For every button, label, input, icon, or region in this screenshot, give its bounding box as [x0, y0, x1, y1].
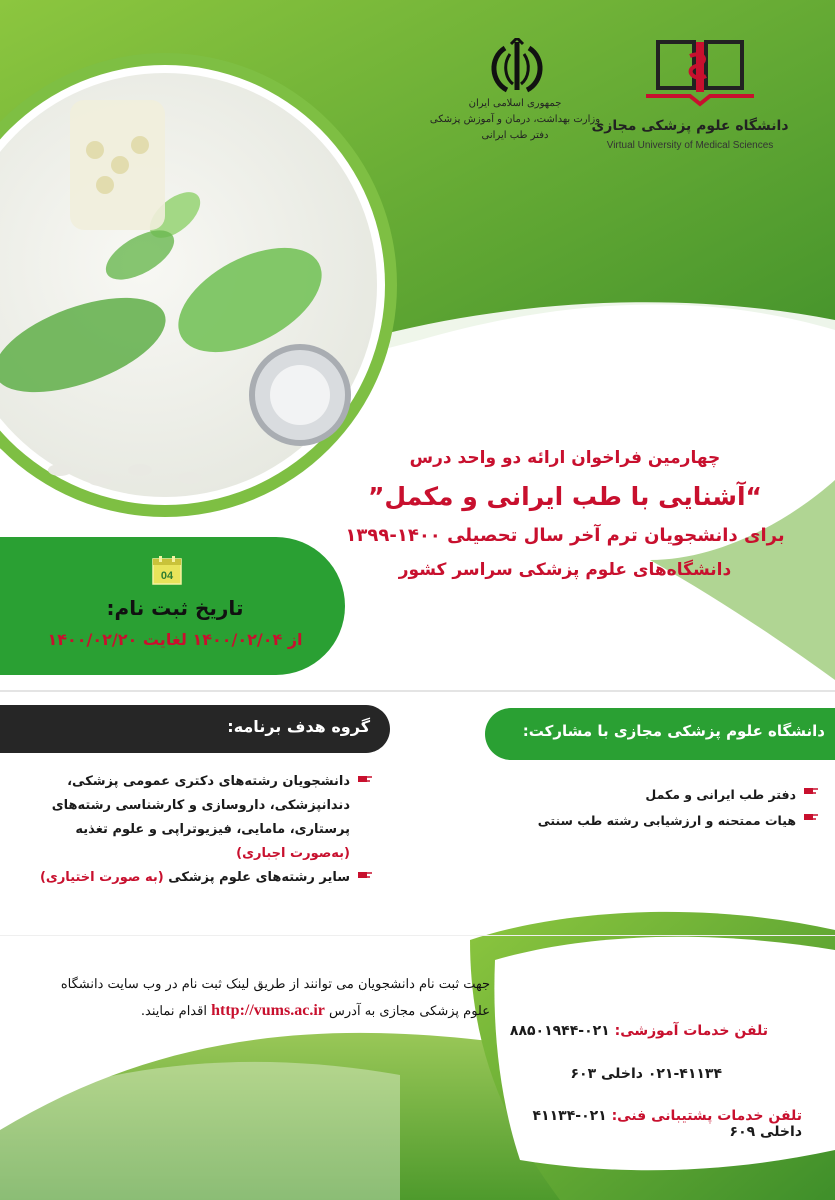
edu-phone-number: ۰۲۱-۸۸۵۰۱۹۴۴ [509, 1023, 610, 1039]
target-group-list [20, 770, 372, 890]
calendar-number: 04 [160, 570, 174, 582]
instructions-text: جهت ثبت نام دانشجویان می توانند از طریق لینک ثبت نام در وب سایت دانشگاه علوم پزشکی مجازی به آدرس [60, 977, 490, 1019]
hand-pointer-icon [358, 870, 372, 880]
support-phone-number: ۰۲۱-۴۱۱۳۴ داخلی ۶۰۹ [532, 1108, 802, 1140]
ministry-line-1: جمهوری اسلامی ایران [468, 98, 562, 109]
edu-phone-number-2: ۰۲۱-۴۱۱۳۴ داخلی ۶۰۳ [570, 1066, 722, 1082]
target-group-title: گروه هدف برنامه: [227, 717, 370, 736]
website-link[interactable]: http://vums.ac.ir [211, 1002, 325, 1019]
target-item-1-text: دانشجویان رشته‌های دکتری عمومی پزشکی، دندانپزشکی، داروسازی و کارشناسی رشته‌های پرستاری، مامایی، فیزیوتراپی و علوم تغذیه [51, 774, 350, 837]
partners-list [500, 782, 818, 834]
registration-title: تاریخ ثبت نام: [106, 596, 244, 620]
hand-pointer-icon [358, 774, 372, 784]
support-phone-row [490, 1108, 802, 1140]
support-phone-label: تلفن خدمات پشتیبانی فنی: [611, 1108, 802, 1124]
vums-logo [640, 38, 760, 108]
partners-title: دانشگاه علوم پزشکی مجازی با مشارکت: [522, 722, 825, 740]
partner-item-2: هیات ممتحنه و ارزشیابی رشته طب سنتی [537, 813, 796, 828]
ministry-line-2: وزارت بهداشت، درمان و آموزش پزشکی [429, 114, 601, 125]
list-item [20, 866, 372, 890]
ministry-caption [420, 96, 610, 144]
course-title: “آشنایی با طب ایرانی و مکمل” [368, 482, 762, 511]
target-item-2-text: سایر رشته‌های علوم پزشکی [168, 870, 350, 885]
list-item [20, 770, 372, 866]
target-item-2-note: (به صورت اختیاری) [39, 870, 164, 885]
calendar-icon [152, 555, 182, 585]
iran-emblem-icon [485, 38, 549, 96]
registration-instructions [38, 972, 490, 1025]
edu-phone-row [500, 1023, 768, 1039]
headline-line-4: دانشگاه‌های علوم پزشکی سراسر کشور [398, 560, 732, 580]
headline-line-3: برای دانشجویان ترم آخر سال تحصیلی ۱۴۰۰-۱۳۹۹ [345, 525, 785, 546]
partner-item-1: دفتر طب ایرانی و مکمل [645, 787, 796, 802]
hand-pointer-icon [804, 812, 818, 822]
edu-phone-row-2 [500, 1066, 722, 1082]
ministry-line-3: دفتر طب ایرانی [481, 130, 549, 141]
vums-name-en: Virtual University of Medical Sciences [606, 140, 774, 151]
list-item [500, 808, 818, 834]
list-item [500, 782, 818, 808]
headline-line-1: چهارمین فراخوان ارائه دو واحد درس [409, 448, 721, 468]
headline [330, 448, 800, 580]
vums-name-fa: دانشگاه علوم پزشکی مجازی [591, 118, 789, 134]
edu-phone-label: تلفن خدمات آموزشی: [614, 1023, 768, 1039]
target-item-1-note: (به‌صورت اجباری) [236, 846, 350, 861]
registration-dates: از ۱۴۰۰/۰۲/۰۴ لغایت ۱۴۰۰/۰۲/۲۰ [47, 630, 303, 649]
hand-pointer-icon [804, 786, 818, 796]
instructions-text-end: اقدام نمایند. [140, 1004, 207, 1019]
